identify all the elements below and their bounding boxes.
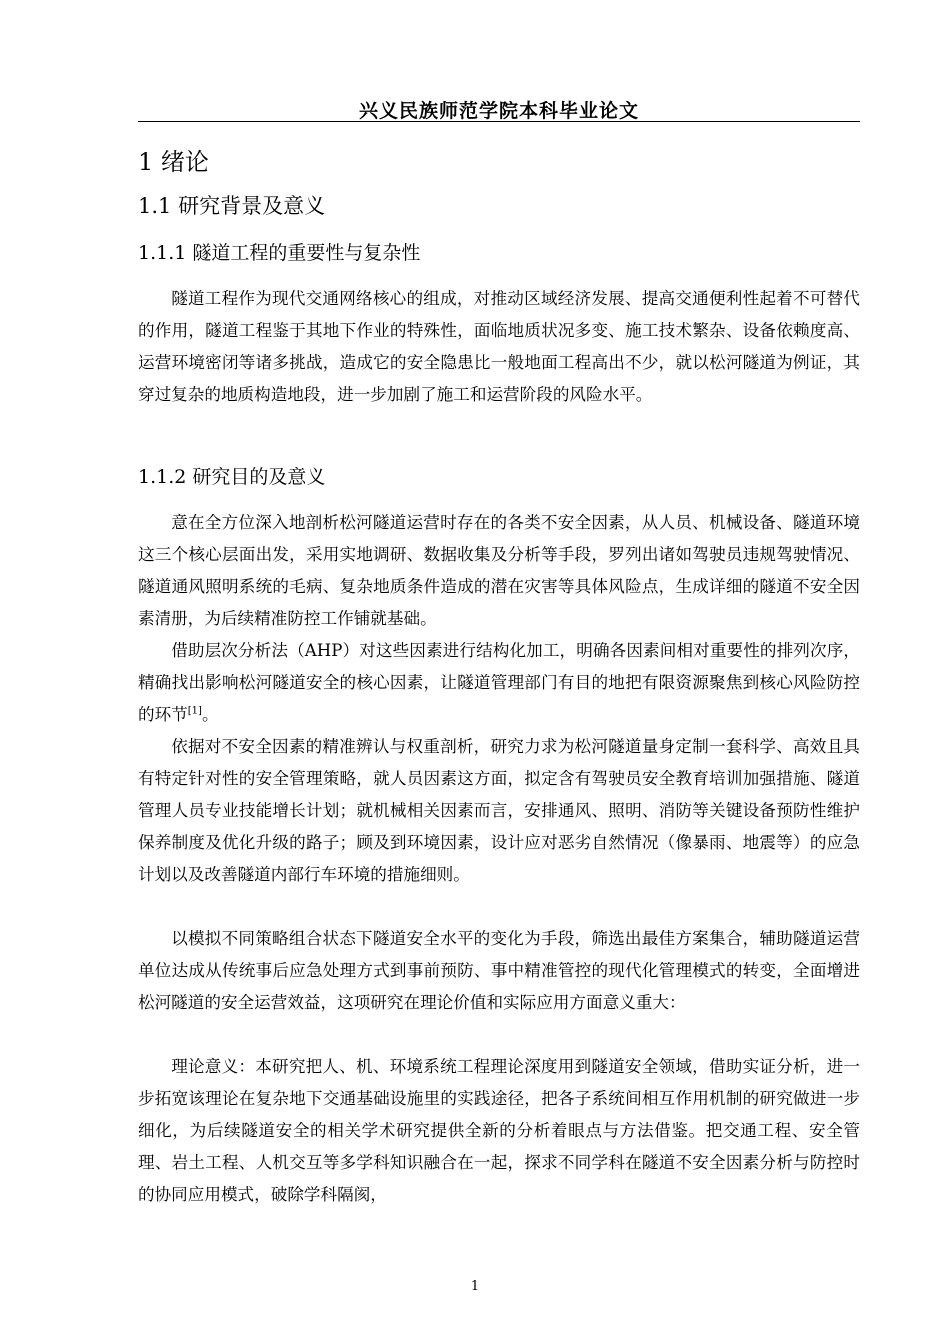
chapter-heading: 1 绪论 (138, 148, 209, 176)
citation-ref: [1] (187, 705, 202, 717)
paragraph-ahp-end: 。 (201, 705, 219, 724)
paragraph-ahp-text: 借助层次分析法（AHP）对这些因素进行结构化加工，明确各因素间相对重要性的排列次序，精确找出影响松河隧道安全的核心因素，让隧道管理部门有目的地把有限资源聚焦到核心风险防控的环节 (138, 641, 860, 724)
paragraph-theory: 理论意义：本研究把人、机、环境系统工程理论深度用到隧道安全领域，借助实证分析，进一步拓宽该理论在复杂地下交通基础设施里的实践途径，把各子系统间相互作用机制的研究做进一步细化，为后续隧道安全的相关学术研究提供全新的分析着眼点与方法借鉴。把交通工程、安全管理、岩土工程、人机交互等多学科知识融合在一起，探求不同学科在隧道不安全因素分析与防控时的协同应用模式，破除学科隔阂， (138, 1057, 860, 1204)
paragraph-strategy: 依据对不安全因素的精准辨认与权重剖析，研究力求为松河隧道量身定制一套科学、高效且具有特定针对性的安全管理策略，就人员因素这方面，拟定含有驾驶员安全教育培训加强措施、隧道管理人员专业技能增长计划；就机械相关因素而言，安排通风、照明、消防等关键设备预防性维护保养制度及优化升级的路子；顾及到环境因素，设计应对恶劣自然情况（像暴雨、地震等）的应急计划以及改善隧道内部行车环境的措施细则。 (138, 737, 860, 884)
section-heading-1-1-1: 1.1.1 隧道工程的重要性与复杂性 (138, 242, 421, 264)
paragraph-purpose: 意在全方位深入地剖析松河隧道运营时存在的各类不安全因素，从人员、机械设备、隧道环境这三个核心层面出发，采用实地调研、数据收集及分析等手段，罗列出诸如驾驶员违规驾驶情况、隧道通风照明系统的毛病、复杂地质条件造成的潜在灾害等具体风险点，生成详细的隧道不安全因素清册，为后续精准防控工作铺就基础。 (138, 513, 860, 628)
paragraph-ahp (138, 635, 860, 731)
running-header: 兴义民族师范学院本科毕业论文 (358, 100, 639, 122)
section-heading-1-1-2: 1.1.2 研究目的及意义 (138, 466, 326, 488)
section-heading-1-1: 1.1 研究背景及意义 (138, 194, 326, 218)
paragraph-1-1-1: 隧道工程作为现代交通网络核心的组成，对推动区域经济发展、提高交通便利性起着不可替代的作用，隧道工程鉴于其地下作业的特殊性，面临地质状况多变、施工技术繁杂、设备依赖度高、运营环境密闭等诸多挑战，造成它的安全隐患比一般地面工程高出不少，就以松河隧道为例证，其穿过复杂的地质构造地段，进一步加剧了施工和运营阶段的风险水平。 (138, 289, 860, 404)
paragraph-simulation: 以模拟不同策略组合状态下隧道安全水平的变化为手段，筛选出最佳方案集合，辅助隧道运营单位达成从传统事后应急处理方式到事前预防、事中精准管控的现代化管理模式的转变，全面增进松河隧道的安全运营效益，这项研究在理论价值和实际应用方面意义重大： (138, 929, 860, 1012)
header-rule (138, 121, 860, 122)
page-number: 1 (470, 1279, 480, 1294)
